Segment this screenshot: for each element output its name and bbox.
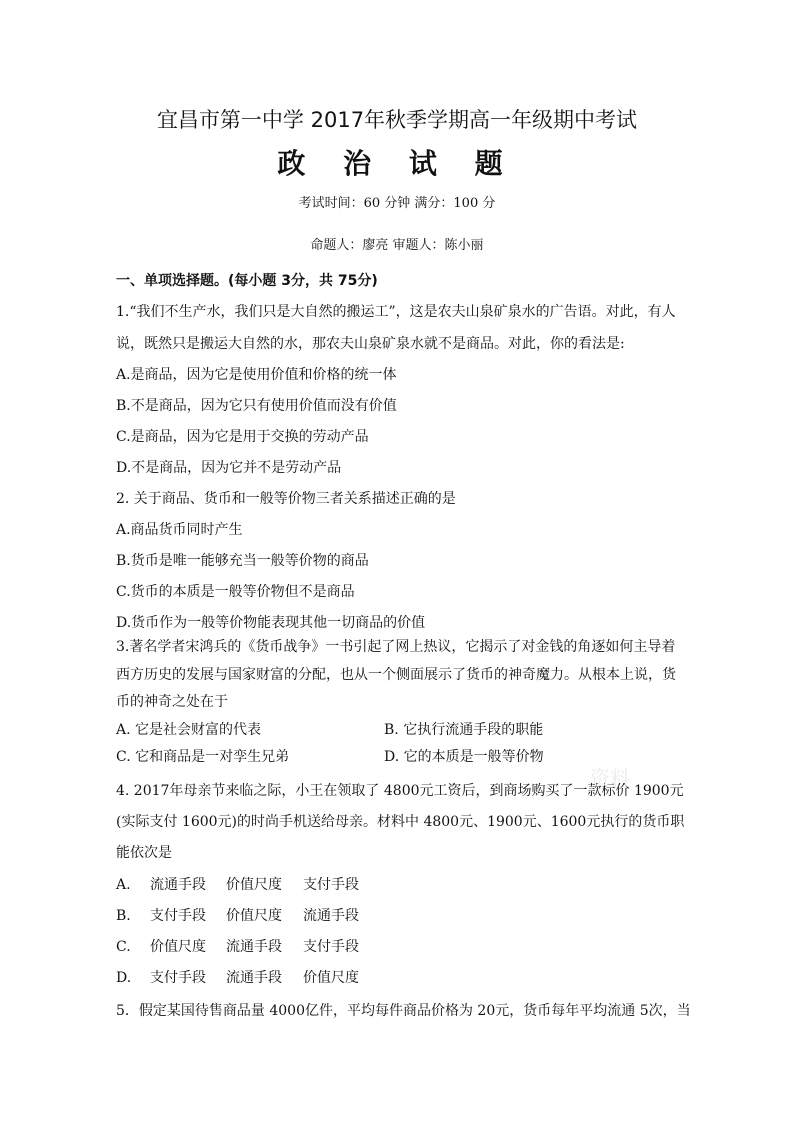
q4-option-d [116, 967, 359, 987]
q3-stem-line1: 3.著名学者宋鸿兵的《货币战争》一书引起了网上热议，它揭示了对金钱的角逐如何主导着 [116, 639, 676, 655]
option-item: 价值尺度 [226, 877, 282, 893]
q3-stem-line3: 币的神奇之处在于 [116, 694, 228, 710]
q1-option-c: C.是商品，因为它是用于交换的劳动产品 [116, 429, 369, 445]
q1-option-a: A.是商品，因为它是使用价值和价格的统一体 [116, 367, 397, 383]
option-item: 支付手段 [303, 877, 359, 893]
school-title: 宜昌市第一中学 2017年秋季学期高一年级期中考试 [156, 108, 638, 132]
q2-stem: 2. 关于商品、货币和一般等价物三者关系描述正确的是 [116, 491, 456, 507]
option-item: 流通手段 [226, 970, 282, 986]
option-letter: C. [116, 939, 131, 955]
option-item: 价值尺度 [303, 970, 359, 986]
subject-title: 政 治 试 题 [277, 147, 517, 180]
q1-option-b: B.不是商品，因为它只有使用价值而没有价值 [116, 398, 397, 414]
option-letter: A. [116, 877, 131, 893]
option-item: 支付手段 [150, 908, 206, 924]
option-item: 支付手段 [303, 939, 359, 955]
exam-authors: 命题人：廖亮 审题人：陈小丽 [310, 238, 484, 253]
option-item: 价值尺度 [226, 908, 282, 924]
q3-option-c: C. 它和商品是一对孪生兄弟 [116, 749, 290, 765]
q1-option-d: D.不是商品，因为它并不是劳动产品 [116, 460, 342, 476]
q3-option-b: B. 它执行流通手段的职能 [384, 722, 544, 738]
q4-stem-line2: (实际支付 1600元)的时尚手机送给母亲。材料中 4800元、1900元、1600元执行的货币职 [116, 814, 685, 830]
option-item: 流通手段 [150, 877, 206, 893]
q4-stem-line1: 4. 2017年母亲节来临之际，小王在领取了 4800元工资后，到商场购买了一款标价 1900元 [116, 783, 684, 799]
option-item: 支付手段 [150, 970, 206, 986]
q2-option-d: D.货币作为一般等价物能表现其他一切商品的价值 [116, 615, 426, 631]
q5-stem-line1: 5．假定某国待售商品量 4000亿件，平均每件商品价格为 20元，货币每年平均流通 5次，当 [116, 1003, 691, 1019]
option-item: 价值尺度 [150, 939, 206, 955]
q1-stem-line2: 说，既然只是搬运大自然的水，那农夫山泉矿泉水就不是商品。对此，你的看法是: [116, 336, 625, 352]
option-item: 流通手段 [226, 939, 282, 955]
q4-option-b [116, 905, 359, 925]
exam-info: 考试时间：60 分钟 满分：100 分 [298, 196, 496, 211]
section-heading: 一、单项选择题。(每小题 3分，共 75分) [116, 273, 378, 289]
q4-option-c [116, 936, 359, 956]
q3-option-d: D. 它的本质是一般等价物 [384, 749, 544, 765]
q3-stem-line2: 西方历史的发展与国家财富的分配，也从一个侧面展示了货币的神奇魔力。从根本上说，货 [116, 667, 676, 683]
q2-option-c: C.货币的本质是一般等价物但不是商品 [116, 584, 355, 600]
option-item: 流通手段 [303, 908, 359, 924]
q4-stem-line3: 能依次是 [116, 845, 172, 861]
q1-stem-line1: 1.“我们不生产水，我们只是大自然的搬运工”，这是农夫山泉矿泉水的广告语。对此，有人 [116, 304, 676, 320]
watermark: 资料 [590, 766, 630, 790]
option-letter: B. [116, 908, 131, 924]
q3-option-a: A. 它是社会财富的代表 [116, 722, 262, 738]
q2-option-b: B.货币是唯一能够充当一般等价物的商品 [116, 553, 369, 569]
option-letter: D. [116, 970, 132, 986]
q4-option-a [116, 874, 359, 894]
q2-option-a: A.商品货币同时产生 [116, 522, 243, 538]
